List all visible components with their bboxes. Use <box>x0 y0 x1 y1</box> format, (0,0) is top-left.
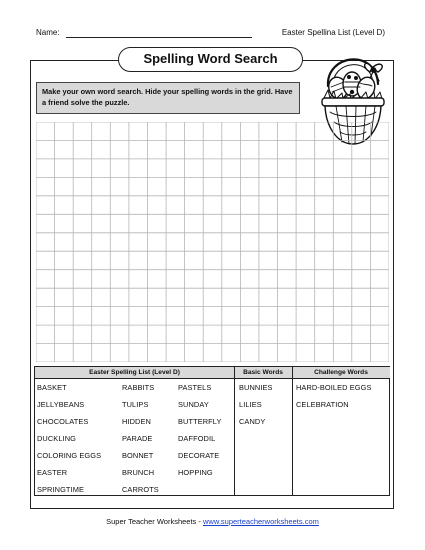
list-item: BASKET <box>37 383 67 392</box>
basic-word: LILIES <box>239 400 262 409</box>
list-item: HOPPING <box>178 468 213 477</box>
list-item: SPRINGTIME <box>37 485 84 494</box>
name-label: Name: <box>36 28 60 37</box>
spelling-word-table <box>34 366 390 496</box>
list-item: DUCKLING <box>37 434 76 443</box>
list-item: RABBITS <box>122 383 155 392</box>
list-item: DAFFODIL <box>178 434 216 443</box>
worksheet-header <box>36 28 385 42</box>
list-item: PASTELS <box>178 383 212 392</box>
worksheet-list-title: Easter Spellina List (Level D) <box>281 28 385 37</box>
list-item: BONNET <box>122 451 154 460</box>
list-item: SUNDAY <box>178 400 209 409</box>
list-item: JELLYBEANS <box>37 400 85 409</box>
list-item: PARADE <box>122 434 153 443</box>
list-item: DECORATE <box>178 451 220 460</box>
page-title: Spelling Word Search <box>118 47 303 72</box>
challenge-word: HARD-BOILED EGGS <box>296 383 372 392</box>
list-item: TULIPS <box>122 400 149 409</box>
challenge-word: CELEBRATION <box>296 400 349 409</box>
table-divider <box>292 367 293 495</box>
list-item: EASTER <box>37 468 68 477</box>
footer-text: Super Teacher Worksheets - <box>106 517 203 526</box>
table-header-challenge-words: Challenge Words <box>292 367 390 379</box>
list-item: CARROTS <box>122 485 159 494</box>
table-header-basic-words: Basic Words <box>234 367 292 379</box>
table-divider <box>234 367 235 495</box>
instructions-box: Make your own word search. Hide your spelling words in the grid. Have a friend solve the puzzle. <box>36 82 300 114</box>
list-item: CHOCOLATES <box>37 417 89 426</box>
table-header-spelling-list: Easter Spelling List (Level D) <box>35 367 234 379</box>
name-line[interactable] <box>66 37 252 38</box>
footer <box>0 517 425 526</box>
word-search-grid[interactable] <box>36 122 389 362</box>
basic-word: BUNNIES <box>239 383 273 392</box>
basic-word: CANDY <box>239 417 266 426</box>
list-item: COLORING EGGS <box>37 451 102 460</box>
footer-link[interactable]: www.superteacherworksheets.com <box>202 517 319 526</box>
list-item: HIDDEN <box>122 417 151 426</box>
list-item: BRUNCH <box>122 468 155 477</box>
list-item: BUTTERFLY <box>178 417 222 426</box>
